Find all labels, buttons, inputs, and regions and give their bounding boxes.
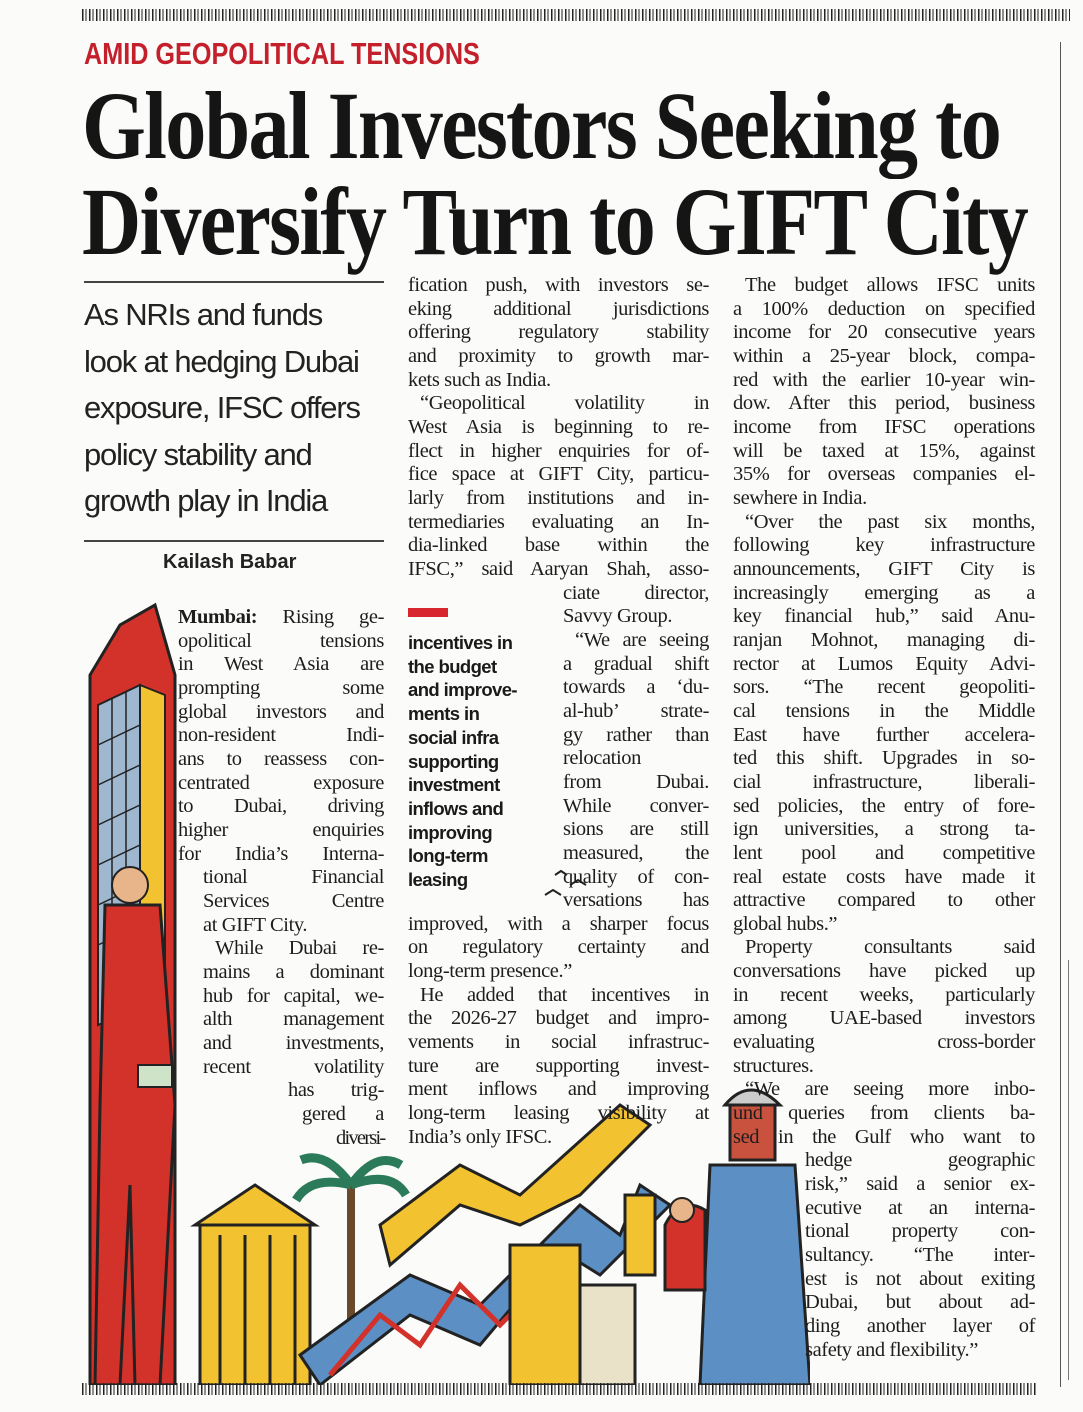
body-line (805, 1172, 1035, 1196)
body-line (805, 1314, 1035, 1338)
body-line (408, 439, 709, 463)
pull-quote-line: improving (408, 821, 493, 843)
body-line (733, 817, 1035, 841)
body-line-text: structures. (733, 1054, 814, 1077)
body-line-text: West Asia is beginning to re- (408, 415, 709, 438)
body-line-text: improved, with a sharper focus (408, 912, 709, 935)
body-line-text: ding another layer of (805, 1315, 1035, 1338)
body-line (733, 746, 1035, 770)
body-line-text: cial infrastructure, liberali- (733, 770, 1035, 793)
body-line (733, 841, 1035, 865)
body-line-text: fication push, with investors se- (408, 274, 709, 296)
body-line (178, 629, 384, 653)
body-line-text: East have further accelera- (733, 723, 1035, 746)
body-line (733, 462, 1035, 486)
body-line-text: ecutive at an interna- (805, 1196, 1035, 1219)
body-line (408, 344, 709, 368)
body-line-text: rector at Lumos Equity Advi- (733, 652, 1035, 675)
body-line-text: ciate director, (563, 581, 709, 604)
body-line-text: announcements, GIFT City is (733, 557, 1035, 580)
body-line (178, 771, 384, 795)
body-line (733, 628, 1035, 652)
pull-quote (408, 631, 517, 892)
body-line-text: larly from institutions and in- (408, 486, 709, 509)
body-line-text: India’s only IFSC. (408, 1125, 552, 1148)
body-line (733, 604, 1035, 628)
body-line-text: income for 20 consecutive years (733, 321, 1035, 344)
body-line (203, 1031, 384, 1055)
pull-quote-line: and improve- (408, 679, 517, 701)
businessman-icon (95, 867, 175, 1385)
body-line (563, 581, 709, 605)
body-line-text: 35% for overseas companies el- (733, 463, 1035, 486)
body-line-text: increasingly emerging as a (733, 581, 1035, 604)
body-line (408, 533, 709, 557)
body-line (336, 1126, 384, 1150)
body-line-text: real estate costs have made it (733, 865, 1035, 888)
body-line (203, 960, 384, 984)
body-line (178, 794, 384, 818)
body-line-text: attractive compared to other (733, 889, 1035, 912)
body-line-text: kets such as India. (408, 368, 551, 391)
body-line-text: sed policies, the entry of fore- (733, 794, 1035, 817)
body-line-text: in West Asia are (178, 653, 384, 676)
body-line-text: sors. “The recent geopoliti- (733, 676, 1035, 699)
body-line-text: recent volatility (203, 1055, 384, 1078)
body-line (563, 865, 709, 889)
body-line-text: hub for capital, we- (203, 984, 384, 1007)
body-line-text: ranjan Mohnot, managing di- (733, 628, 1035, 651)
body-line-text: und queries from clients ba- (733, 1102, 1035, 1125)
body-line (563, 652, 709, 676)
body-line (420, 983, 709, 1007)
body-line (408, 1077, 709, 1101)
body-line (745, 935, 1035, 959)
body-line-text: ans to reassess con- (178, 747, 384, 770)
body-line (178, 605, 384, 629)
body-line (563, 841, 709, 865)
body-line (302, 1102, 384, 1126)
body-line (420, 391, 709, 415)
body-line (408, 486, 709, 510)
body-line (733, 1101, 1035, 1125)
body-line-text: est is not about exiting (805, 1267, 1035, 1290)
body-line-text: sewhere in India. (733, 486, 867, 509)
body-line (178, 818, 384, 842)
body-line-text: a 100% deduction on specified (733, 297, 1035, 320)
body-line-text: evaluating cross-border (733, 1031, 1035, 1054)
body-line-text: long-term presence.” (408, 960, 572, 983)
body-line-text: gy rather than (563, 723, 709, 746)
body-line-text: Dubai, but about ad- (805, 1291, 1035, 1314)
body-line (733, 865, 1035, 889)
body-line (733, 533, 1035, 557)
body-line (733, 888, 1035, 912)
body-line (408, 297, 709, 321)
body-line (178, 676, 384, 700)
body-line (733, 557, 1035, 581)
body-line-text: termediaries evaluating an In- (408, 510, 709, 533)
deck-line: exposure, IFSC offers (84, 390, 360, 425)
pull-quote-line: social infra (408, 726, 499, 748)
body-line (575, 628, 709, 652)
body-line-text: Rising ge- (282, 606, 384, 628)
body-line (805, 1219, 1035, 1243)
body-line-text: among UAE-based investors (733, 1007, 1035, 1030)
body-line-text: Services Centre (203, 889, 384, 912)
body-line (203, 913, 384, 937)
byline: Kailash Babar (163, 551, 297, 573)
body-line-text: at GIFT City. (203, 913, 308, 936)
kicker-text: AMID GEOPOLITICAL TENSIONS (84, 36, 480, 71)
body-line (563, 723, 709, 747)
body-line-text: on regulatory certainty and (408, 936, 709, 959)
body-line (805, 1148, 1035, 1172)
body-line-text: ted this shift. Upgrades in so- (733, 747, 1035, 770)
body-line (805, 1196, 1035, 1220)
body-line-text: quality of con- (563, 865, 709, 888)
top-barcode-strip (82, 9, 1070, 21)
body-line-text: key financial hub,” said Anu- (733, 605, 1035, 628)
body-line-text: dia-linked base within the (408, 534, 709, 557)
body-line-text: towards a ‘du- (563, 676, 709, 699)
body-line (745, 1077, 1035, 1101)
deck-bottom-rule (84, 540, 384, 542)
pull-quote-line: incentives in (408, 632, 513, 653)
pull-quote-line: ments in (408, 703, 480, 725)
body-line (733, 581, 1035, 605)
headline-line-1 (82, 72, 1001, 179)
body-line (408, 912, 709, 936)
body-line (408, 1125, 709, 1149)
body-line-text: ment inflows and improving (408, 1078, 709, 1101)
deck-top-rule (84, 281, 384, 283)
body-line (408, 1006, 709, 1030)
body-line (408, 510, 709, 534)
body-line (733, 320, 1035, 344)
body-line (408, 462, 709, 486)
body-line-text: “We are seeing more inbo- (745, 1078, 1035, 1101)
column-rule (1060, 42, 1061, 1387)
body-line (178, 652, 384, 676)
body-line (178, 723, 384, 747)
body-line (563, 675, 709, 699)
body-line-text: measured, the (563, 841, 709, 864)
body-line-text: hedge geographic (805, 1149, 1035, 1172)
body-line-text: ign universities, a strong ta- (733, 818, 1035, 841)
body-line-text: “We are seeing (575, 628, 709, 651)
body-line-text: relocation (563, 747, 641, 770)
pull-quote-line: supporting (408, 750, 499, 772)
body-line-text: for India’s Interna- (178, 842, 384, 865)
body-line-text: and proximity to growth mar- (408, 344, 709, 367)
body-line (563, 888, 709, 912)
body-line-text: al-hub’ strate- (563, 699, 709, 722)
pull-quote-line: leasing (408, 869, 468, 891)
body-line-text: will be taxed at 15%, against (733, 439, 1035, 462)
body-line (733, 415, 1035, 439)
body-line-text: non-resident Indi- (178, 724, 384, 747)
body-line-text: risk,” said a senior ex- (805, 1173, 1035, 1196)
body-line-text: fice space at GIFT City, particu- (408, 463, 709, 486)
body-line-text: eking additional jurisdictions (408, 297, 709, 320)
body-line (563, 604, 709, 628)
body-line-text: following key infrastructure (733, 534, 1035, 557)
column-rule (1068, 960, 1069, 1380)
body-line (408, 557, 709, 581)
body-line-text: long-term leasing visibility at (408, 1102, 709, 1125)
body-line-text: tional Financial (203, 866, 384, 889)
body-line-text: opolitical tensions (178, 629, 384, 652)
body-line-text: Savvy Group. (563, 605, 673, 628)
body-line-text: in recent weeks, particularly (733, 983, 1035, 1006)
pull-quote-line: long-term (408, 845, 488, 867)
body-line (563, 699, 709, 723)
body-line (733, 391, 1035, 415)
body-line (408, 959, 709, 983)
body-line (805, 1338, 1035, 1362)
body-line-text: a gradual shift (563, 652, 709, 675)
bottom-barcode-strip (82, 1383, 1037, 1395)
headline-text: Global Investors Seeking to (82, 72, 1001, 179)
body-line (733, 770, 1035, 794)
deck-line: As NRIs and funds (84, 297, 323, 332)
body-line (733, 1054, 1035, 1078)
deck-line: policy stability and (84, 436, 312, 472)
body-line-text: sultancy. “The inter- (805, 1244, 1035, 1267)
body-line (408, 1054, 709, 1078)
body-line-text: versations has (563, 889, 709, 912)
body-line (805, 1290, 1035, 1314)
body-line (408, 1101, 709, 1125)
dateline: Mumbai: (178, 606, 258, 628)
body-line (733, 652, 1035, 676)
body-line (563, 794, 709, 818)
body-line-text: tional property con- (805, 1220, 1035, 1243)
body-line (408, 368, 709, 392)
pull-quote-line: investment (408, 774, 500, 796)
body-line-text: income from IFSC operations (733, 415, 1035, 438)
body-line-text: cal tensions in the Middle (733, 699, 1035, 722)
body-line-text: gered a (302, 1102, 384, 1125)
pull-quote-accent-bar (408, 608, 448, 617)
body-line-text: within a 25-year block, compa- (733, 344, 1035, 367)
body-line (563, 817, 709, 841)
body-line-text: offering regulatory stability (408, 321, 709, 344)
body-line (805, 1243, 1035, 1267)
body-line (408, 273, 709, 297)
body-line (408, 415, 709, 439)
body-line (733, 675, 1035, 699)
body-line-text: ture are supporting invest- (408, 1054, 709, 1077)
body-line (733, 486, 1035, 510)
body-line-text: mains a dominant (203, 960, 384, 983)
body-line-text: flect in higher enquiries for of- (408, 439, 709, 462)
body-line-text: has trig- (288, 1079, 384, 1102)
body-line (733, 699, 1035, 723)
body-line (733, 344, 1035, 368)
body-line-text: global hubs.” (733, 912, 838, 935)
body-line-text: global investors and (178, 700, 384, 723)
headline-text: Diversify Turn to GIFT City (82, 168, 1027, 275)
body-line-text: the 2026-27 budget and impro- (408, 1007, 709, 1030)
body-line (733, 1030, 1035, 1054)
body-line-text: alth management (203, 1008, 384, 1031)
body-line-text: Property consultants said (745, 936, 1035, 959)
body-line-text: dow. After this period, business (733, 392, 1035, 415)
body-line (203, 984, 384, 1008)
body-line-text: diversi- (336, 1126, 385, 1149)
body-line-text: conversations have picked up (733, 960, 1035, 983)
body-line (733, 368, 1035, 392)
body-line (203, 1007, 384, 1031)
body-line-text: from Dubai. (563, 770, 709, 793)
monument-icon (195, 1185, 315, 1385)
body-line (745, 273, 1035, 297)
kicker (84, 36, 480, 72)
body-line (733, 983, 1035, 1007)
pull-quote-line: inflows and (408, 797, 504, 819)
body-line (563, 770, 709, 794)
body-line-text: and investments, (203, 1031, 384, 1054)
body-line-text: to Dubai, driving (178, 795, 384, 818)
body-line-text: IFSC,” said Aaryan Shah, asso- (408, 557, 709, 580)
body-line (178, 700, 384, 724)
deck (84, 292, 384, 525)
body-line-text: While conver- (563, 794, 709, 817)
body-line-text: vements in social infrastruc- (408, 1031, 709, 1054)
body-line (408, 320, 709, 344)
body-line-text: sions are still (563, 818, 709, 841)
body-line-text: sed in the Gulf who want to (733, 1125, 1035, 1148)
body-line-text: centrated exposure (178, 771, 384, 794)
deck-line: growth play in India (84, 483, 328, 518)
pull-quote-line: the budget (408, 655, 497, 677)
body-line (563, 746, 709, 770)
body-line (745, 510, 1035, 534)
body-line (733, 794, 1035, 818)
body-line-text: safety and flexibility.” (805, 1338, 978, 1361)
body-line (733, 912, 1035, 936)
headline-line-2 (82, 168, 1027, 275)
body-line (203, 889, 384, 913)
body-line-text: He added that incentives in (420, 983, 709, 1006)
body-line-text: “Over the past six months, (745, 510, 1035, 533)
body-line (178, 747, 384, 771)
body-line (203, 865, 384, 889)
body-line (203, 1055, 384, 1079)
body-line (805, 1267, 1035, 1291)
body-line-text: lent pool and competitive (733, 841, 1035, 864)
body-line-text: While Dubai re- (215, 937, 384, 960)
body-line (733, 723, 1035, 747)
body-line (733, 439, 1035, 463)
body-line-text: red with the earlier 10-year win- (733, 368, 1035, 391)
body-line-text: prompting some (178, 676, 384, 699)
body-line-text: higher enquiries (178, 818, 384, 841)
body-line (178, 842, 384, 866)
body-line (215, 936, 384, 960)
body-line (733, 1006, 1035, 1030)
body-line (408, 935, 709, 959)
body-line-text: The budget allows IFSC units (745, 274, 1035, 296)
body-line (408, 1030, 709, 1054)
body-line (288, 1078, 384, 1102)
body-line (733, 959, 1035, 983)
body-line (733, 297, 1035, 321)
body-line-text: “Geopolitical volatility in (420, 392, 709, 415)
body-line (733, 1125, 1035, 1149)
deck-line: look at hedging Dubai (84, 343, 359, 379)
